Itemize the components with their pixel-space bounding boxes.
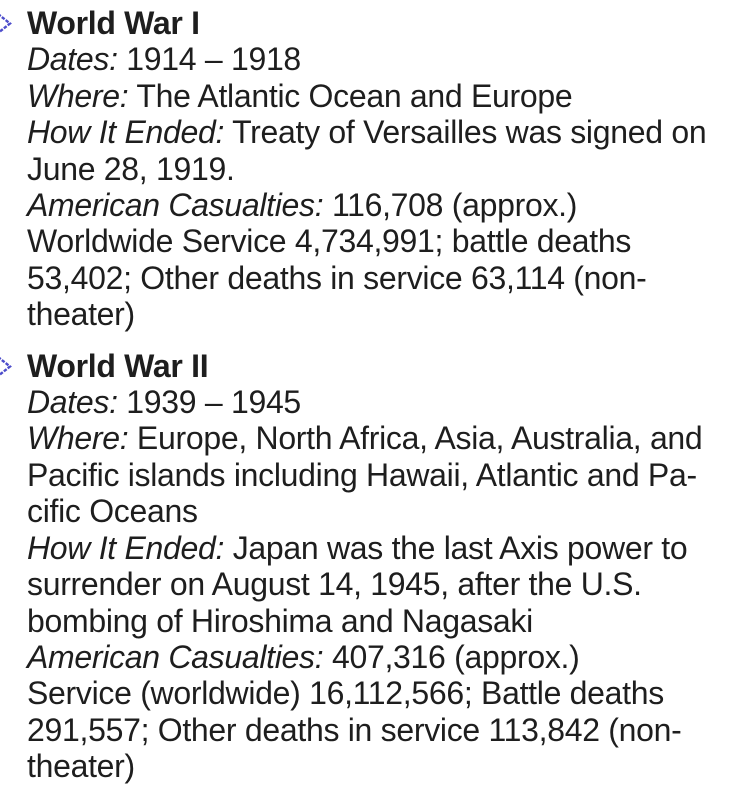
chevron-bullet-icon: [0, 12, 13, 35]
war-detail-line: [27, 530, 736, 566]
detail-text: 1914 – 1918: [117, 41, 301, 78]
detail-text: theater): [27, 748, 135, 785]
detail-text: 407,316 (approx.): [323, 638, 580, 675]
detail-text: Service (worldwide) 16,112,566; Battle deaths: [27, 675, 664, 712]
detail-label: American Casualties:: [27, 638, 324, 675]
war-title: World War I: [27, 5, 200, 41]
war-detail-line: [27, 114, 736, 150]
war-detail-line: [27, 187, 736, 223]
war-detail-line: [27, 78, 736, 114]
detail-text: Europe, North Africa, Asia, Australia, and: [128, 420, 703, 457]
detail-text: The Atlantic Ocean and Europe: [128, 77, 573, 114]
detail-label: Dates:: [27, 384, 118, 421]
detail-text: Treaty of Versailles was signed on: [224, 114, 707, 151]
war-detail-line: [27, 748, 736, 784]
war-detail-line: [27, 41, 736, 77]
detail-label: Dates:: [27, 41, 118, 78]
war-detail-line: [27, 457, 736, 493]
detail-text: Japan was the last Axis power to: [224, 529, 688, 566]
war-detail-line: [27, 493, 736, 529]
detail-text: Worldwide Service 4,734,991; battle deaths: [27, 223, 632, 260]
detail-text: 53,402; Other deaths in service 63,114 (non-: [27, 259, 647, 296]
war-detail-line: [27, 223, 736, 259]
war-detail-line: [27, 603, 736, 639]
detail-label: Where:: [27, 420, 129, 457]
war-section: [0, 348, 736, 785]
war-lines: [27, 41, 736, 332]
detail-text: Pacific islands including Hawaii, Atlantic and Pa-: [27, 456, 697, 493]
war-detail-line: [27, 296, 736, 332]
detail-label: Where:: [27, 77, 129, 114]
war-title: World War II: [27, 347, 209, 384]
war-section: [0, 5, 736, 333]
detail-label: How It Ended:: [27, 114, 225, 151]
war-lines: [27, 384, 736, 784]
chevron-bullet-icon: [0, 355, 13, 378]
detail-text: June 28, 1919.: [27, 150, 235, 187]
detail-text: surrender on August 14, 1945, after the U.S.: [27, 566, 642, 603]
war-detail-line: [27, 384, 736, 420]
war-detail-line: [27, 639, 736, 675]
detail-text: 291,557; Other deaths in service 113,842 (non-: [27, 711, 682, 748]
war-detail-line: [27, 675, 736, 711]
detail-text: 1939 – 1945: [117, 384, 301, 421]
detail-text: theater): [27, 296, 135, 333]
detail-text: bombing of Hiroshima and Nagasaki: [27, 602, 533, 639]
war-detail-line: [27, 712, 736, 748]
detail-label: How It Ended:: [27, 529, 225, 566]
war-detail-line: [27, 260, 736, 296]
detail-text: 116,708 (approx.): [323, 187, 578, 224]
war-detail-line: [27, 420, 736, 456]
war-detail-line: [27, 566, 736, 602]
detail-text: cific Oceans: [27, 493, 198, 530]
detail-label: American Casualties:: [27, 187, 324, 224]
war-detail-line: [27, 151, 736, 187]
